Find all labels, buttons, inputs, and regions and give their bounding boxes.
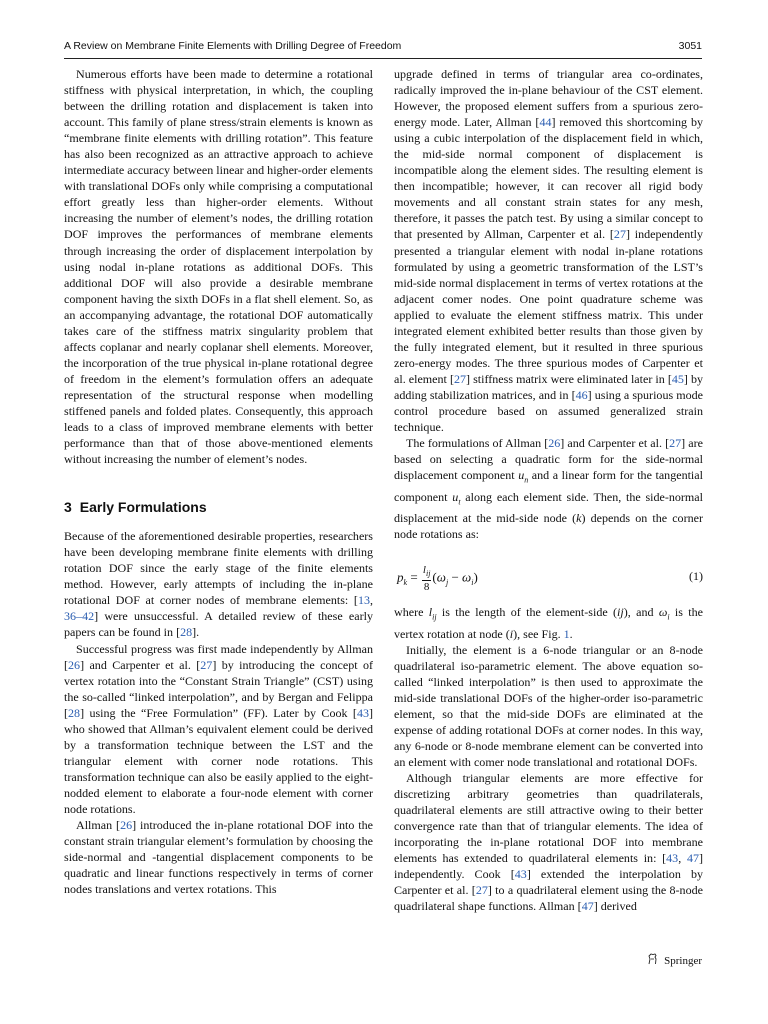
paragraph-successful-progress: Successful progress was first made independently by Allman [26] and Carpenter et al. [27] by introducing the concept of vertex rotation into the “Constant Strain Triangle” (CST) using the so-called “linked interpolation”, and by Bergan and Felippa [28] using the “Free Formulation” (FF). Later by Cook [43] who showed that Allman’s equivalent element could be derived by a transformation technique between the LST and the triangular element with corner node rotations. This transformation technique can also be easily applied to the eight-nodded element to elaborate a four-node element with corner node rotations.: [64, 641, 374, 816]
citation-link[interactable]: 26: [68, 657, 81, 672]
paragraph-formulations: The formulations of Allman [26] and Carpenter et al. [27] are based on selecting a quadratic form for the side-normal displacement component $u_n$ and a linear form for the tangential component $u_t$ along each element side. Then, the side-normal displacement at the mid-side node (k) depends on the corner node rotations as:: [394, 436, 703, 542]
citation-link[interactable]: 27: [475, 883, 488, 898]
figure-link[interactable]: 1: [563, 626, 570, 641]
page-number: 3051: [678, 40, 702, 52]
publisher-footer: [646, 952, 702, 969]
citation-link[interactable]: 27: [613, 227, 626, 242]
running-title: A Review on Membrane Finite Elements with Drilling Degree of Freedom: [64, 40, 402, 52]
citation-link[interactable]: 43: [356, 705, 369, 720]
citation-link[interactable]: 46: [575, 387, 588, 402]
citation-link[interactable]: 36–42: [64, 609, 95, 624]
citation-link[interactable]: 26: [120, 818, 133, 833]
publisher-name: Springer: [664, 954, 702, 967]
section-heading: [64, 498, 373, 516]
citation-link[interactable]: 47: [581, 899, 594, 914]
springer-horse-icon: [646, 952, 660, 969]
citation-link[interactable]: 28: [180, 625, 193, 640]
paragraph-intro: Numerous efforts have been made to determine a rotational stiffness with physical interpretation, in which, the coupling between the drilling rotation and displacement is taken into account. This family of plane stress/strain elements is known as “membrane finite elements with drilling rotation”. This feature has also been recognized as an attractive approach to achieve intermediate accuracy between linear and higher-order elements with translational DOFs only while comprising a computational effort greatly less than higher-order elements. Without increasing the number of element’s nodes, the drilling rotation DOF improves the performances of membrane elements through increasing the order of displacement interpolation by using nodal in-plane rotations as additional DOFs. This additional DOF will also provide a desirable membrane component having the sixth DOFs in a flat shell element. So, as an accompanying advantage, the rotational DOF automatically takes care of the stiffness matrix singularity problem that affects coplanar and nearly coplanar shell elements. Moreover, the incorporation of the true physical in-plane rotational degree of freedom in the element’s formulation offers an adequate representation of the structural response when modelling stiffened panels and folded plates. Consequently, this approach leads to a class of improved membrane elements with better performance than that of those above-mentioned elements without increasing the number of element’s nodes.: [64, 67, 373, 467]
right-column: [394, 66, 703, 914]
citation-link[interactable]: 13: [357, 593, 370, 608]
citation-link[interactable]: 47: [686, 851, 699, 866]
paragraph-where: where $l_{ij}$ is the length of the element-side (ij), and $\omega_i$ is the vertex rotation at node (i), see Fig. 1.: [394, 605, 703, 641]
citation-link[interactable]: 27: [200, 657, 213, 672]
equation-fraction: $\frac{l_{ij}}{8}$: [422, 564, 431, 594]
citation-link[interactable]: 44: [539, 115, 552, 130]
paragraph-early-attempts: Because of the aforementioned desirable properties, researchers have been developing membrane finite elements with drilling rotation DOF since the early stage of the finite elements method. However, early attempts of including the in-plane rotational DOF at corner nodes of membrane elements: [13, 36–42] were unsuccessful. A detailed review of these early papers can be found in [28].: [64, 529, 373, 640]
equation-1: [394, 556, 703, 596]
section-title: Early Formulations: [79, 499, 207, 516]
left-column: [64, 66, 373, 897]
citation-link[interactable]: 43: [666, 851, 679, 866]
citation-link[interactable]: 43: [514, 867, 527, 882]
header-rule: [64, 58, 702, 59]
paragraph-initially: Initially, the element is a 6-node triangular or an 8-node quadrilateral iso-parametric element. The above equation so-called “linked interpolation” is then used to approximate the mid-side translational DOFs of the higher-order iso-parametric element, so that the mid-side DOFs are eliminated at the expense of adding rotational DOFs at corner nodes. In this way, any 6-node or 8-node membrane element can be converted into an element with comer node translational and rotational DOFs.: [394, 642, 703, 769]
section-number: 3: [64, 499, 72, 516]
paragraph-continuation: upgrade defined in terms of triangular area co-ordinates, radically improved the in-plane behaviour of the CST element. However, the proposed element suffers from a spurious zero-energy mode. Later, Allman [44] removed this shortcoming by using a cubic interpolation of the displacement field in which, the mid-side normal component of displacement is incompatible along the element sides. The resulting element is then incompatible; however, it can recover all rigid body movements and all constant strain states for any mesh, therefore, it passes the patch test. By using a similar concept to that presented by Allman, Carpenter et al. [27] independently presented a triangular element with nodal in-plane rotations formulated by using a geometric transformation of the LST’s mid-side normal displacement in terms of vertex rotations at the adjacent comer nodes. One point quadrature scheme was applied to evaluate the element stiffness matrix. This under integrated element exhibited better results than those given by the fully integrated element, but it resulted in three spurious zero-energy modes. The three spurious modes of Carpenter et al. element [27] stiffness matrix were eliminated later in [45] by adding stabilization matrices, and in [46] using a spurious mode control procedure based on assumed generalized strain technique.: [394, 67, 704, 435]
equation-body: $p_k$ = $\frac{l_{ij}}{8}$ $(\omega_j - \omega_i)$: [397, 564, 478, 594]
paragraph-quadrilateral: Although triangular elements are more effective for discretizing arbitrary geometries than quadrilaterals, quadrilateral elements are still attractive owing to their better convergence rate than that of triangular elements. The idea of incorporating the in-plane rotational DOF into membrane elements has extended to quadrilateral elements in: [43, 47] independently. Cook [43] extended the interpolation by Carpenter et al. [27] to a quadrilateral element using the 8-node quadrilateral shape functions. Allman [47] derived: [394, 771, 703, 914]
citation-link[interactable]: 45: [671, 371, 684, 386]
equation-number: (1): [689, 569, 703, 584]
citation-link[interactable]: 27: [453, 371, 467, 386]
paragraph-allman: Allman [26] introduced the in-plane rotational DOF into the constant strain triangular element’s formulation by choosing the side-normal and -tangential displacement components to be quadratic and linear functions respectively in terms of corner nodes translations and vertex rotations. This: [64, 818, 373, 897]
citation-link[interactable]: 27: [669, 436, 682, 451]
citation-link[interactable]: 26: [548, 436, 561, 451]
citation-link[interactable]: 28: [68, 705, 81, 720]
